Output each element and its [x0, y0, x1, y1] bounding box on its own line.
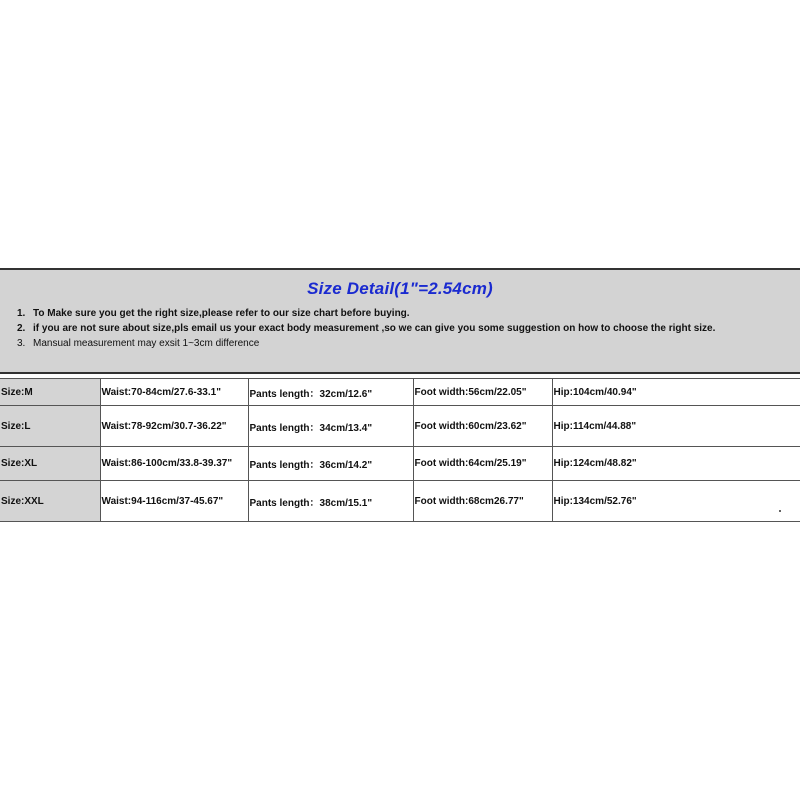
hip-cell: Hip:134cm/52.76" [552, 481, 800, 522]
size-label-cell: Size:XL [0, 447, 100, 481]
pants-length-cell: Pants length：38cm/15.1" [248, 481, 413, 522]
hip-cell: Hip:124cm/48.82" [552, 447, 800, 481]
note-text: if you are not sure about size,pls email us your exact body measurement ,so we can give you some suggestion on how to choose the right size. [33, 323, 716, 334]
size-table [0, 378, 800, 522]
pants-length-cell: Pants length：32cm/12.6" [248, 379, 413, 406]
note-item [17, 306, 715, 321]
notes-list [17, 306, 715, 351]
size-chart [0, 268, 800, 522]
note-number: 2. [17, 323, 26, 334]
waist-cell: Waist:86-100cm/33.8-39.37" [100, 447, 248, 481]
note-text: To Make sure you get the right size,please refer to our size chart before buying. [33, 308, 410, 319]
header-panel [0, 270, 800, 374]
waist-cell: Waist:94-116cm/37-45.67" [100, 481, 248, 522]
foot-width-cell: Foot width:68cm26.77" [413, 481, 552, 522]
hip-cell: Hip:104cm/40.94" [552, 379, 800, 406]
size-label-cell: Size:M [0, 379, 100, 406]
table-row [0, 379, 800, 406]
size-label-cell: Size:XXL [0, 481, 100, 522]
foot-width-cell: Foot width:60cm/23.62" [413, 406, 552, 447]
table-row [0, 447, 800, 481]
stray-dot [779, 510, 781, 512]
note-item [17, 336, 715, 351]
waist-cell: Waist:78-92cm/30.7-36.22" [100, 406, 248, 447]
hip-cell: Hip:114cm/44.88" [552, 406, 800, 447]
foot-width-cell: Foot width:56cm/22.05" [413, 379, 552, 406]
note-number: 1. [17, 308, 26, 319]
waist-cell: Waist:70-84cm/27.6-33.1" [100, 379, 248, 406]
note-number: 3. [17, 338, 26, 349]
pants-length-cell: Pants length：34cm/13.4" [248, 406, 413, 447]
note-text: Mansual measurement may exsit 1~3cm difference [33, 338, 260, 349]
table-row [0, 406, 800, 447]
pants-length-cell: Pants length：36cm/14.2" [248, 447, 413, 481]
foot-width-cell: Foot width:64cm/25.19" [413, 447, 552, 481]
size-label-cell: Size:L [0, 406, 100, 447]
note-item [17, 321, 715, 336]
chart-title: Size Detail(1"=2.54cm) [307, 279, 493, 298]
table-row [0, 481, 800, 522]
